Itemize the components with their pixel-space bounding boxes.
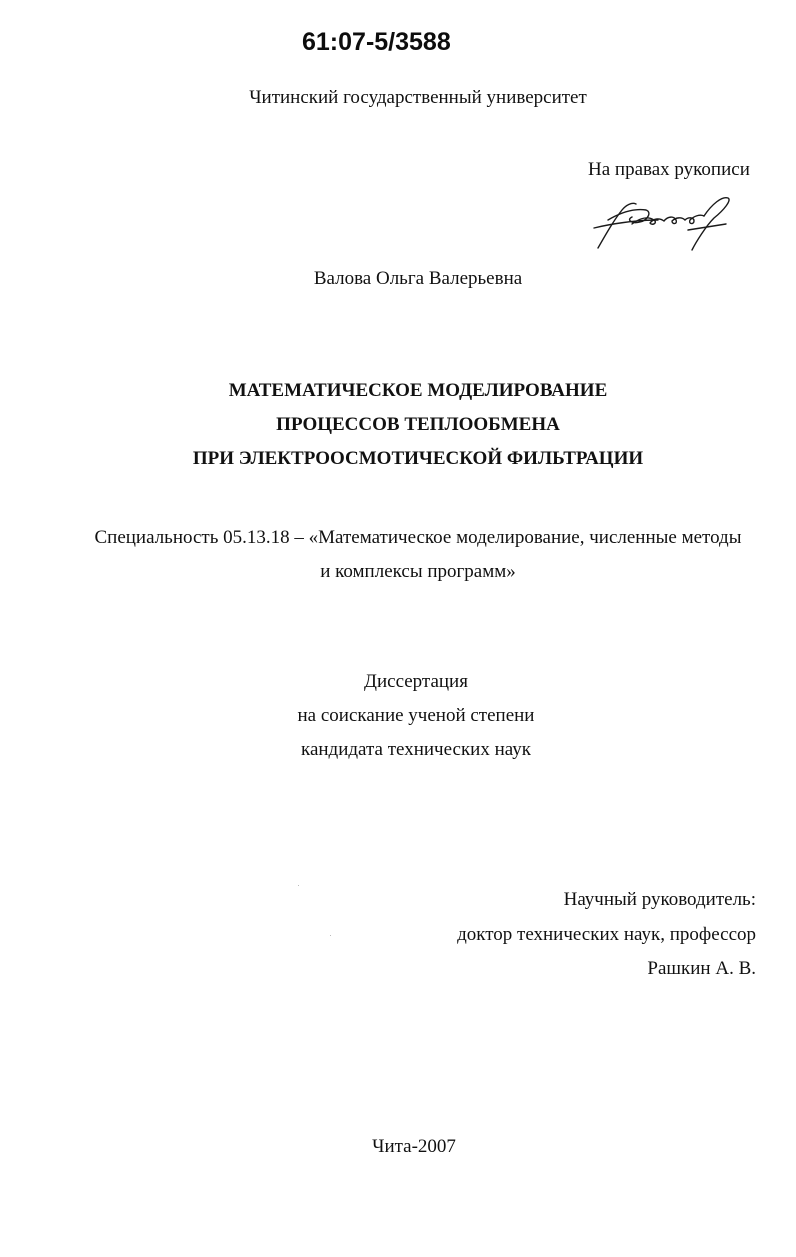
title-line: ПРИ ЭЛЕКТРООСМОТИЧЕСКОЙ ФИЛЬТРАЦИИ [192,448,644,469]
specialty-block [0,521,796,589]
supervisor-name: Рашкин А. В. [647,958,756,979]
supervisor-degree: доктор технических наук, профессор [457,923,756,945]
specialty-line: Специальность 05.13.18 – «Математическое моделирование, численные методы [94,527,742,548]
university-name: Читинский государственный университет [249,87,587,108]
city-year: Чита-2007 [372,1136,456,1157]
dissertation-title [0,374,796,476]
degree-line: Диссертация [364,671,468,692]
supervisor-label: Научный руководитель: [563,889,756,910]
degree-block [0,665,796,767]
degree-line: кандидата технических наук [301,739,531,760]
catalog-code: 61:07-5/3588 [302,28,451,56]
scan-speck [298,885,299,886]
degree-line: на соискание ученой степени [297,705,535,726]
specialty-line: и комплексы программ» [320,561,516,582]
title-line: МАТЕМАТИЧЕСКОЕ МОДЕЛИРОВАНИЕ [228,380,608,401]
scan-speck [330,935,331,936]
rights-note: На правах рукописи [588,159,750,180]
author-name: Валова Ольга Валерьевна [313,268,523,289]
title-line: ПРОЦЕССОВ ТЕПЛООБМЕНА [276,414,560,435]
supervisor-block [457,883,756,987]
handwritten-signature [588,190,738,252]
